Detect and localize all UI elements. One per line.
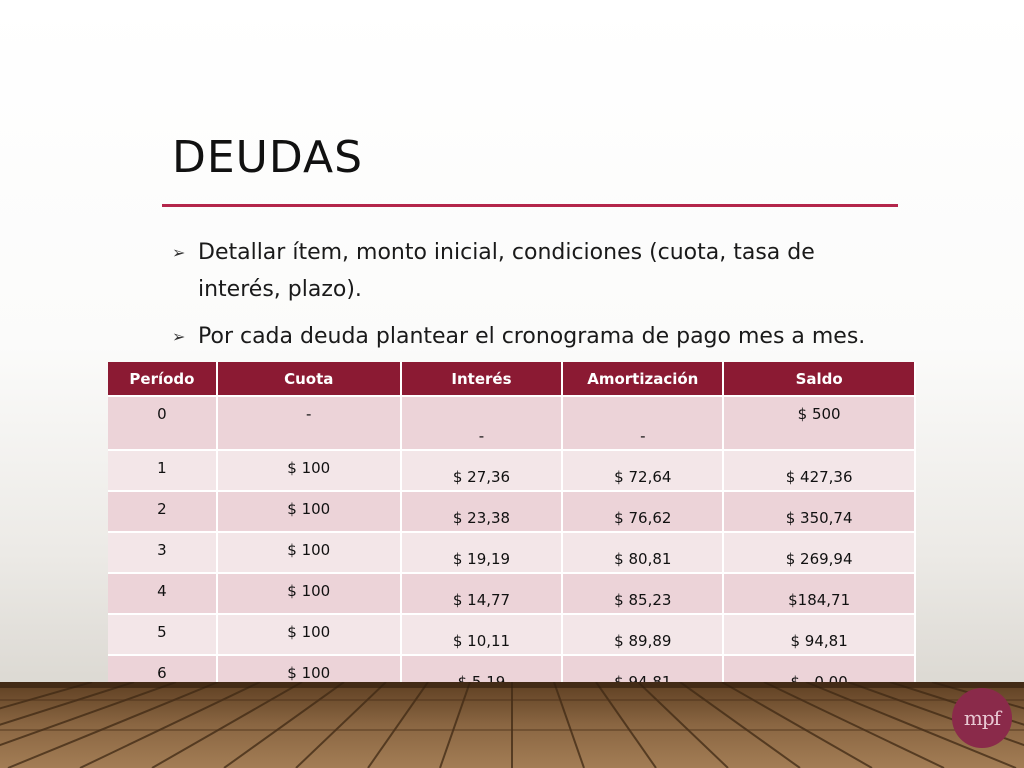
slide-title: DEUDAS bbox=[172, 132, 364, 183]
header-saldo: Saldo bbox=[723, 362, 915, 396]
cell-amortizacion: $ 72,64 bbox=[562, 450, 723, 491]
header-cuota: Cuota bbox=[217, 362, 401, 396]
cell-cuota: $ 100 bbox=[217, 532, 401, 573]
table-row bbox=[108, 614, 915, 655]
arrow-bullet-icon: ➢ bbox=[172, 327, 186, 346]
cell-saldo: $184,71 bbox=[723, 573, 915, 614]
cell-cuota: $ 100 bbox=[217, 491, 401, 532]
header-amortizacion: Amortización bbox=[562, 362, 723, 396]
cell-periodo: 0 bbox=[108, 396, 217, 450]
wood-floor-planks bbox=[0, 682, 1024, 768]
table-row bbox=[108, 532, 915, 573]
wood-floor-decoration bbox=[0, 682, 1024, 768]
cell-periodo: 5 bbox=[108, 614, 217, 655]
cell-cuota: $ 100 bbox=[217, 450, 401, 491]
cell-interes: - bbox=[401, 396, 563, 450]
cell-periodo: 6 bbox=[108, 655, 217, 695]
cell-amortizacion: $ 76,62 bbox=[562, 491, 723, 532]
cell-saldo: $ 500 bbox=[723, 396, 915, 450]
bullet-text: Por cada deuda plantear el cronograma de pago mes a mes. bbox=[198, 324, 866, 349]
table-header-row bbox=[108, 362, 915, 396]
table-row bbox=[108, 573, 915, 614]
header-periodo: Período bbox=[108, 362, 217, 396]
cell-cuota: $ 100 bbox=[217, 614, 401, 655]
cell-amortizacion: $ 85,23 bbox=[562, 573, 723, 614]
table-row bbox=[108, 450, 915, 491]
cell-saldo: $ 427,36 bbox=[723, 450, 915, 491]
title-underline bbox=[162, 204, 898, 207]
cell-periodo: 2 bbox=[108, 491, 217, 532]
cell-interes: $ 19,19 bbox=[401, 532, 563, 573]
bullet-text: Detallar ítem, monto inicial, condiciones (cuota, tasa de interés, plazo). bbox=[198, 240, 815, 302]
arrow-bullet-icon: ➢ bbox=[172, 243, 186, 262]
cell-periodo: 4 bbox=[108, 573, 217, 614]
cell-amortizacion: $ 89,89 bbox=[562, 614, 723, 655]
cell-interes: $ 27,36 bbox=[401, 450, 563, 491]
bullet-list bbox=[172, 234, 892, 365]
table-row bbox=[108, 396, 915, 450]
cell-interes: $ 10,11 bbox=[401, 614, 563, 655]
header-interes: Interés bbox=[401, 362, 563, 396]
cell-cuota: $ 100 bbox=[217, 655, 401, 695]
cell-amortizacion: $ 80,81 bbox=[562, 532, 723, 573]
table-row bbox=[108, 491, 915, 532]
cell-cuota: $ 100 bbox=[217, 573, 401, 614]
cell-saldo: $ 94,81 bbox=[723, 614, 915, 655]
bullet-item bbox=[172, 318, 892, 355]
cell-saldo: $ 269,94 bbox=[723, 532, 915, 573]
cell-amortizacion: - bbox=[562, 396, 723, 450]
cell-saldo: $ 350,74 bbox=[723, 491, 915, 532]
payment-schedule-table bbox=[108, 362, 916, 695]
mpf-logo: mpf bbox=[952, 688, 1012, 748]
cell-periodo: 3 bbox=[108, 532, 217, 573]
cell-interes: $ 14,77 bbox=[401, 573, 563, 614]
cell-cuota: - bbox=[217, 396, 401, 450]
bullet-item bbox=[172, 234, 892, 308]
cell-interes: $ 23,38 bbox=[401, 491, 563, 532]
cell-periodo: 1 bbox=[108, 450, 217, 491]
